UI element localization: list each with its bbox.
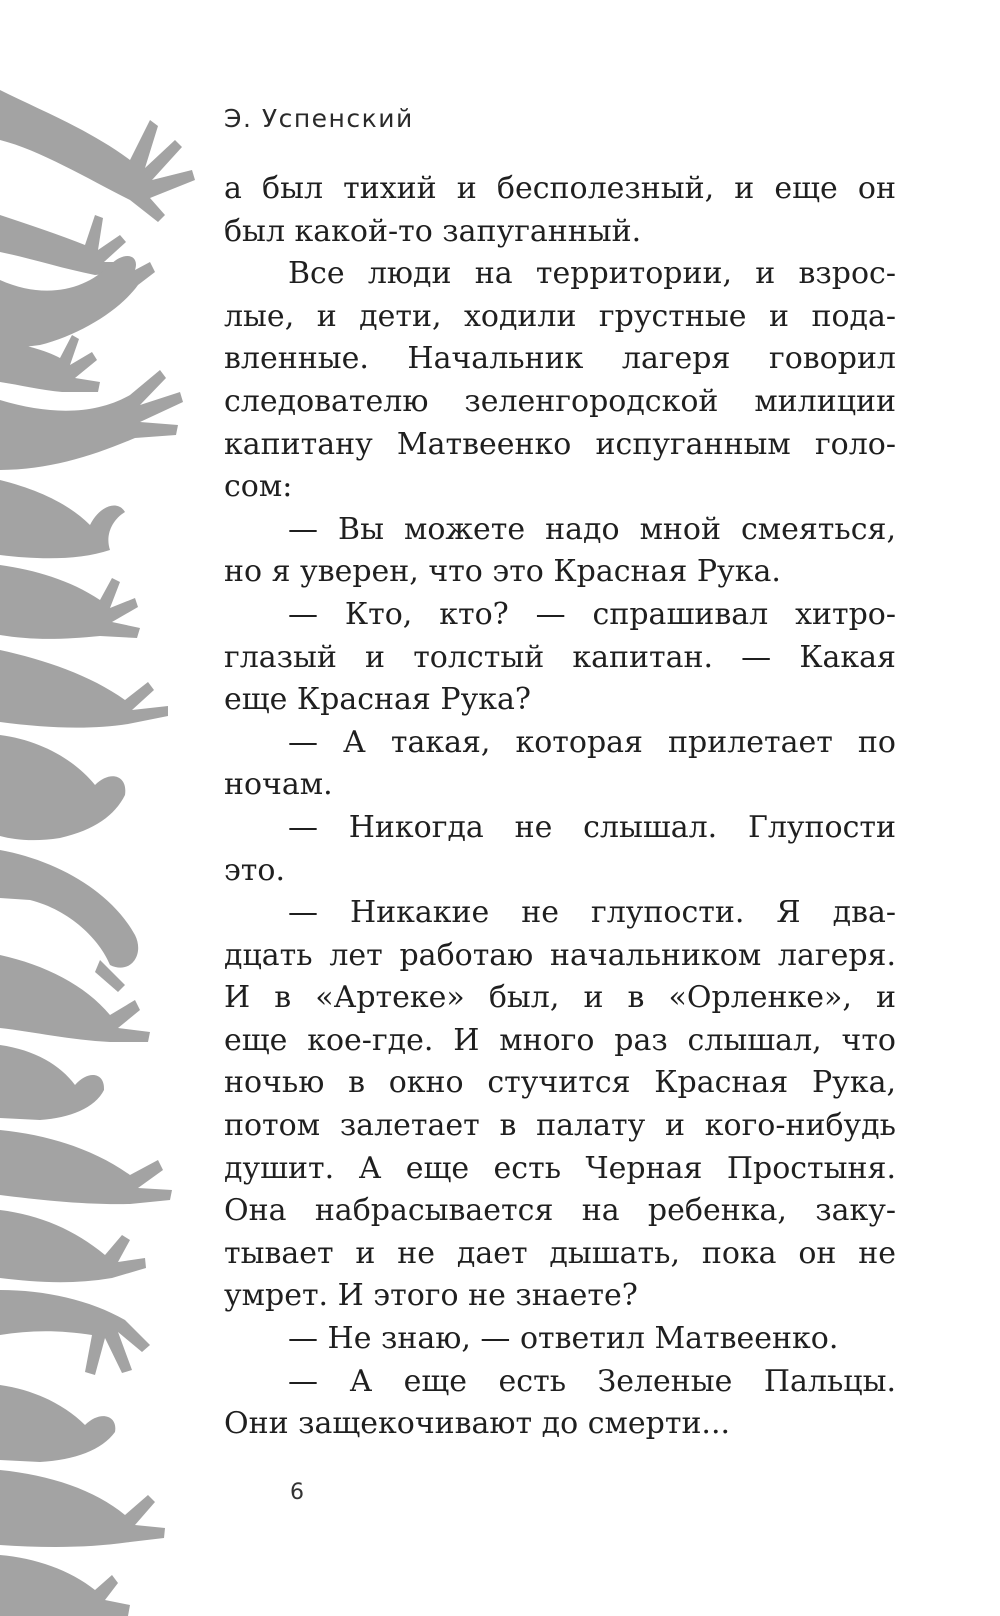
text-line: ночью в окно стучится Красная Рука, [224,1065,896,1101]
text-line: — А такая, которая прилетает по [288,724,896,760]
text-line: был какой-то запуганный. [224,213,642,249]
text-line: душит. А еще есть Черная Простыня. [224,1150,896,1186]
text-line: дцать лет работаю начальником лагеря. [224,937,896,973]
page-number: 6 [290,1480,304,1505]
text-line: еще Красная Рука? [224,682,531,718]
text-line: умрет. И этого не знаете? [224,1278,638,1314]
text-line: потом залетает в палату и кого-нибудь [224,1108,896,1144]
text-line: а был тихий и бесполезный, и еще он [224,171,896,206]
text-line: — Никакие не глупости. Я два- [288,895,896,931]
text-line: тывает и не дает дышать, пока он не [224,1235,896,1271]
text-line: но я уверен, что это Красная Рука. [224,554,781,590]
text-line: сом: [224,469,293,505]
text-line: это. [224,852,285,888]
text-line: — Не знаю, — ответил Матвеенко. [288,1321,839,1357]
text-line: И в «Артеке» был, и в «Орленке», и [224,980,896,1016]
text-line: — Кто, кто? — спрашивал хитро- [288,596,896,632]
text-line: — Никогда не слышал. Глупости [288,809,896,845]
hands-silhouette-icon [0,0,220,1616]
text-line: Они защекочивают до смерти... [224,1406,731,1442]
text-line: — А еще есть Зеленые Пальцы. [288,1363,896,1399]
text-line: следователю зеленгородской милиции [224,383,896,419]
text-line: Она набрасывается на ребенка, заку- [224,1193,896,1229]
text-line: — Вы можете надо мной смеяться, [288,511,896,547]
body-text [224,168,896,1446]
text-line: ночам. [224,767,333,803]
text-line: Все люди на территории, и взрос- [288,256,896,292]
running-head-author: Э. Успенский [224,104,414,133]
text-line: еще кое-где. И много раз слышал, что [224,1022,896,1058]
text-line: вленные. Начальник лагеря говорил [224,341,896,377]
text-line: глазый и толстый капитан. — Какая [224,639,896,675]
text-line: лые, и дети, ходили грустные и пода- [224,298,896,334]
text-line: капитану Матвеенко испуганным голо- [224,426,896,462]
decorative-hands-border [0,0,220,1616]
